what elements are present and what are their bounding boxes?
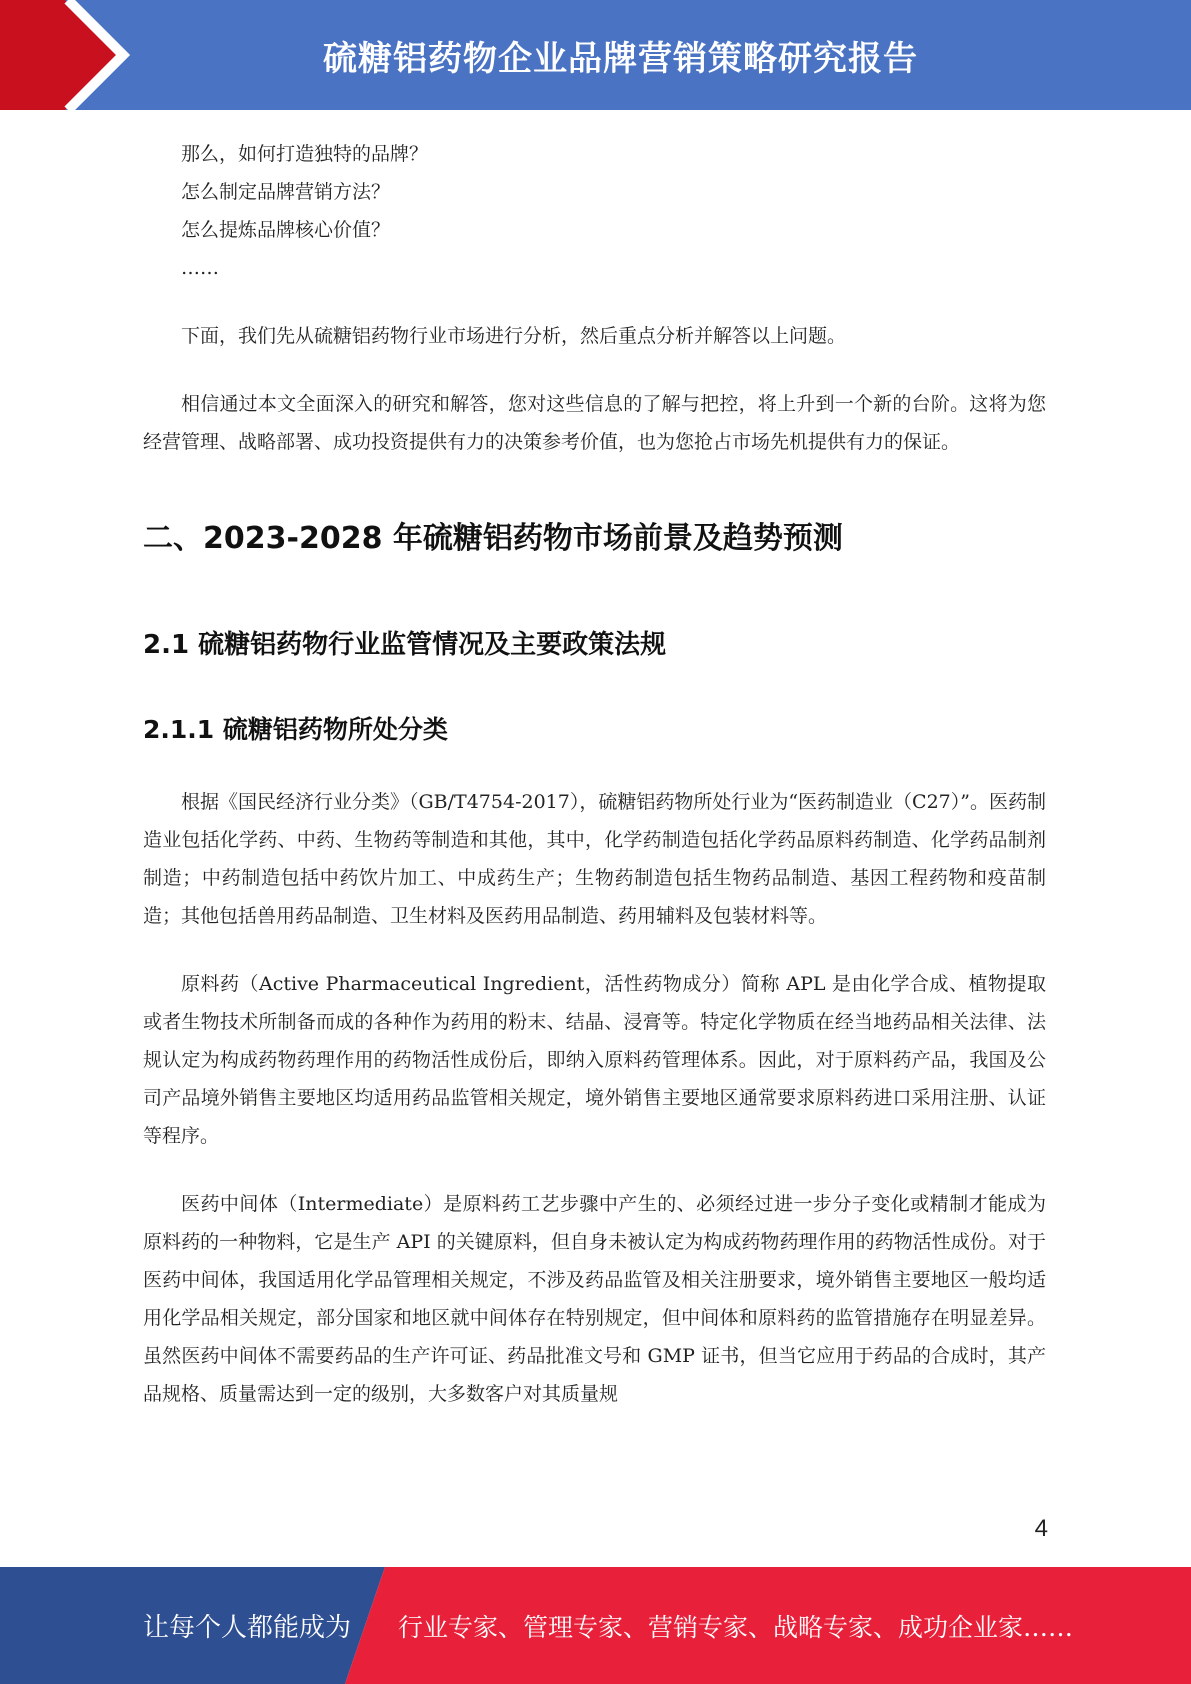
intro-question: 怎么提炼品牌核心价值？ [181, 219, 391, 241]
page-number: 4 [1034, 1515, 1048, 1542]
header-arrow-icon [0, 0, 160, 110]
intro-question: 那么，如何打造独特的品牌？ [181, 143, 429, 165]
page-footer [0, 1567, 1191, 1684]
body-paragraph: 医药中间体（Intermediate）是原料药工艺步骤中产生的、必须经过进一步分子变化或精制才能成为原料药的一种物料，它是生产 API 的关键原料，但自身未被认定为构成药物药理作用的药物活性成份。对于医药中间体，我国适用化学品管理相关规定，不涉及药品监管及相关注册要求，境外销售主要地区一般均适用化学品相关规定，部分国家和地区就中间体存在特别规定，但中间体和原料药的监管措施存在明显差异。虽然医药中间体不需要药品的生产许可证、药品批准文号和 GMP 证书，但当它应用于药品的合成时，其产品规格、质量需达到一定的级别，大多数客户对其质量规 [143, 1193, 1046, 1405]
section-heading: 二、2023-2028 年硫糖铝药物市场前景及趋势预测 [143, 521, 843, 556]
footer-slogan-left: 让每个人都能成为 [143, 1613, 352, 1643]
intro-paragraph: 相信通过本文全面深入的研究和解答，您对这些信息的了解与把控，将上升到一个新的台阶。这将为您经营管理、战略部署、成功投资提供有力的决策参考价值，也为您抢占市场先机提供有力的保证。 [143, 393, 1046, 453]
subsubsection-heading: 2.1.1 硫糖铝药物所处分类 [143, 715, 448, 744]
page-content [143, 135, 1046, 1413]
page-header [0, 0, 1191, 110]
intro-ellipsis: …… [181, 257, 219, 279]
body-paragraph: 原料药（Active Pharmaceutical Ingredient，活性药物成分）简称 APL 是由化学合成、植物提取或者生物技术所制备而成的各种作为药用的粉末、结晶、浸膏等。特定化学物质在经当地药品相关法律、法规认定为构成药物药理作用的药物活性成份后，即纳入原料药管理体系。因此，对于原料药产品，我国及公司产品境外销售主要地区均适用药品监管相关规定，境外销售主要地区通常要求原料药进口采用注册、认证等程序。 [143, 973, 1046, 1147]
intro-paragraph: 下面，我们先从硫糖铝药物行业市场进行分析，然后重点分析并解答以上问题。 [181, 325, 847, 347]
body-paragraph: 根据《国民经济行业分类》（GB/T4754-2017），硫糖铝药物所处行业为“医药制造业（C27）”。医药制造业包括化学药、中药、生物药等制造和其他，其中，化学药制造包括化学药品原料药制造、化学药品制剂制造；中药制造包括中药饮片加工、中成药生产；生物药制造包括生物药品制造、基因工程药物和疫苗制造；其他包括兽用药品制造、卫生材料及医药用品制造、药用辅料及包装材料等。 [143, 791, 1046, 927]
subsection-heading: 2.1 硫糖铝药物行业监管情况及主要政策法规 [143, 630, 667, 660]
header-title: 硫糖铝药物企业品牌营销策略研究报告 [323, 38, 918, 79]
footer-slogan-right: 行业专家、管理专家、营销专家、战略专家、成功企业家…… [398, 1612, 1074, 1642]
intro-question: 怎么制定品牌营销方法？ [181, 181, 391, 203]
